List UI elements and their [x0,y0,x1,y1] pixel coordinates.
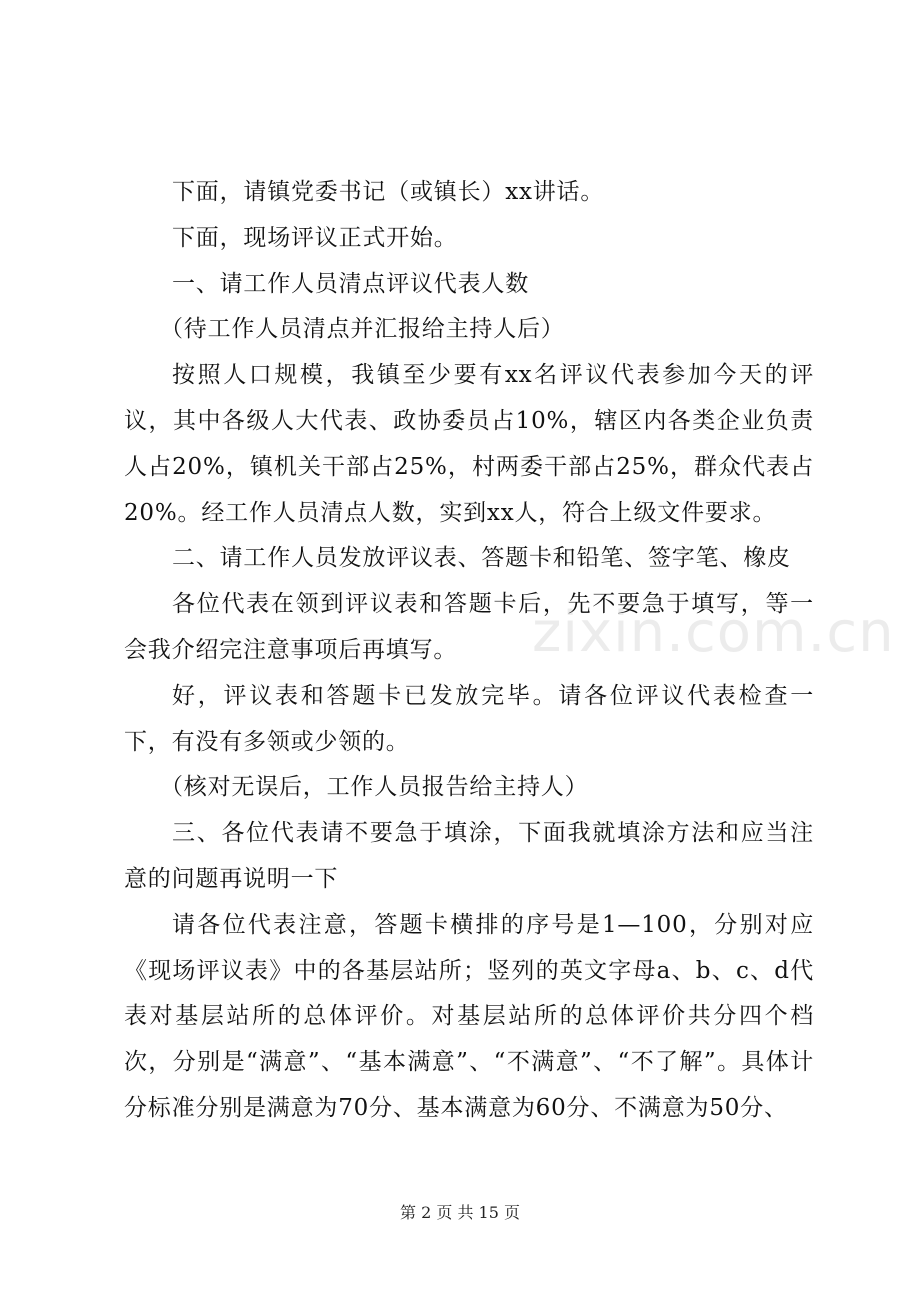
page-number-footer: 第 2 页 共 15 页 [400,1203,520,1222]
section-heading: 二、请工作人员发放评议表、答题卡和铅笔、签字笔、橡皮 [172,545,791,572]
parenthetical-note: （核对无误后，工作人员报告给主持人） [160,774,589,801]
paragraph: 好，评议表和答题卡已发放完毕。请各位评议代表检查一下，有没有多领或少领的。 [124,682,814,755]
paragraph: 下面，现场评议正式开始。 [172,224,458,251]
watermark: zixin.com.cn [532,600,895,665]
document-body [124,170,814,1132]
paragraph: 各位代表在领到评议表和答题卡后，先不要急于填写，等一会我介绍完注意事项后再填写。 [124,591,814,663]
paragraph: 下面，请镇党委书记（或镇长）xx讲话。 [172,179,605,205]
section-heading: 一、请工作人员清点评议代表人数 [172,270,529,297]
paragraph: 按照人口规模，我镇至少要有xx名评议代表参加今天的评议，其中各级人大代表、政协委员占10%，辖区内各类企业负责人占20%，镇机关干部占25%，村两委干部占25%，群众代表占20%。经工作人员清点人数，实到xx人，符合上级文件要求。 [124,362,814,526]
parenthetical-note: （待工作人员清点并汇报给主持人后） [160,316,565,343]
section-heading: 三、各位代表请不要急于填涂，下面我就填涂方法和应当注意的问题再说明一下 [124,820,814,892]
paragraph: 请各位代表注意，答题卡横排的序号是1—100，分别对应《现场评议表》中的各基层站所；竖列的英文字母a、b、c、d代表对基层站所的总体评价。对基层站所的总体评价共分四个档次，分别是“满意”、“基本满意”、“不满意”、“不了解”。具体计分标准分别是满意为70分、基本满意为60分、不满意为50分、 [124,911,814,1121]
